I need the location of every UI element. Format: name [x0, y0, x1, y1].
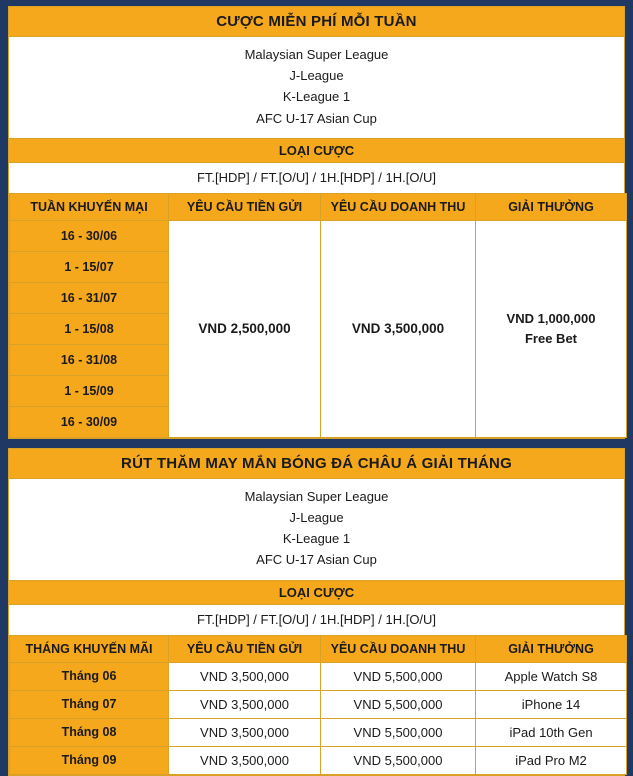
weekly-bet-type-heading: LOẠI CƯỢC	[9, 138, 624, 163]
turnover-cell: VND 5,500,000	[321, 746, 476, 774]
prize-cell: iPad Pro M2	[476, 746, 627, 774]
table-row	[10, 718, 627, 746]
table-row	[10, 220, 627, 251]
month-cell: Tháng 08	[10, 718, 169, 746]
month-cell: Tháng 06	[10, 662, 169, 690]
deposit-cell: VND 3,500,000	[169, 746, 321, 774]
column-header-deposit: YÊU CẦU TIỀN GỬI	[169, 635, 321, 662]
period-cell: 16 - 31/07	[10, 282, 169, 313]
league-item: J-League	[289, 68, 344, 84]
column-header-month: THÁNG KHUYẾN MÃI	[10, 635, 169, 662]
period-cell: 16 - 31/08	[10, 344, 169, 375]
table-row	[10, 746, 627, 774]
column-header-period: TUẦN KHUYẾN MẠI	[10, 193, 169, 220]
monthly-lucky-draw-title: RÚT THĂM MAY MẮN BÓNG ĐÁ CHÂU Á GIẢI THÁNG	[9, 449, 624, 479]
monthly-lucky-draw-card	[8, 448, 625, 776]
weekly-bet-types: FT.[HDP] / FT.[O/U] / 1H.[HDP] / 1H.[O/U]	[9, 163, 624, 193]
period-cell: 1 - 15/07	[10, 251, 169, 282]
monthly-bet-types: FT.[HDP] / FT.[O/U] / 1H.[HDP] / 1H.[O/U]	[9, 605, 624, 635]
prize-cell: Apple Watch S8	[476, 662, 627, 690]
table-header-row	[10, 635, 627, 662]
league-item: K-League 1	[282, 89, 351, 105]
prize-cell: iPad 10th Gen	[476, 718, 627, 746]
deposit-requirement-cell: VND 2,500,000	[169, 220, 321, 437]
column-header-turnover: YÊU CẦU DOANH THU	[321, 635, 476, 662]
prize-cell	[476, 220, 627, 437]
table-header-row	[10, 193, 627, 220]
month-cell: Tháng 07	[10, 690, 169, 718]
table-row	[10, 662, 627, 690]
table-row	[10, 690, 627, 718]
league-item: AFC U-17 Asian Cup	[256, 110, 377, 126]
column-header-deposit: YÊU CẦU TIỀN GỬI	[169, 193, 321, 220]
league-item: Malaysian Super League	[244, 47, 389, 62]
period-cell: 1 - 15/08	[10, 313, 169, 344]
turnover-cell: VND 5,500,000	[321, 690, 476, 718]
prize-cell: iPhone 14	[476, 690, 627, 718]
league-item: AFC U-17 Asian Cup	[256, 552, 377, 568]
weekly-promotion-table	[9, 193, 627, 438]
league-item: Malaysian Super League	[244, 488, 389, 504]
deposit-cell: VND 3,500,000	[169, 662, 321, 690]
turnover-requirement-cell: VND 3,500,000	[321, 220, 476, 437]
deposit-cell: VND 3,500,000	[169, 718, 321, 746]
column-header-prize: GIẢI THƯỞNG	[476, 193, 627, 220]
weekly-free-bet-card	[8, 6, 625, 439]
turnover-cell: VND 5,500,000	[321, 718, 476, 746]
period-cell: 16 - 30/06	[10, 220, 169, 251]
month-cell: Tháng 09	[10, 746, 169, 774]
monthly-bet-type-heading: LOẠI CƯỢC	[9, 580, 624, 605]
deposit-cell: VND 3,500,000	[169, 690, 321, 718]
turnover-cell: VND 5,500,000	[321, 662, 476, 690]
period-cell: 16 - 30/09	[10, 406, 169, 437]
prize-label: Free Bet	[524, 330, 578, 346]
weekly-leagues-list	[9, 37, 624, 138]
period-cell: 1 - 15/09	[10, 375, 169, 406]
column-header-turnover: YÊU CẦU DOANH THU	[321, 193, 476, 220]
monthly-promotion-table	[9, 635, 627, 775]
league-item: K-League 1	[282, 531, 351, 547]
column-header-prize: GIẢI THƯỞNG	[476, 635, 627, 662]
weekly-free-bet-title: CƯỢC MIỄN PHÍ MỖI TUẦN	[9, 7, 624, 37]
prize-amount: VND 1,000,000	[506, 311, 596, 327]
league-item: J-League	[289, 509, 344, 525]
monthly-leagues-list	[9, 479, 624, 580]
